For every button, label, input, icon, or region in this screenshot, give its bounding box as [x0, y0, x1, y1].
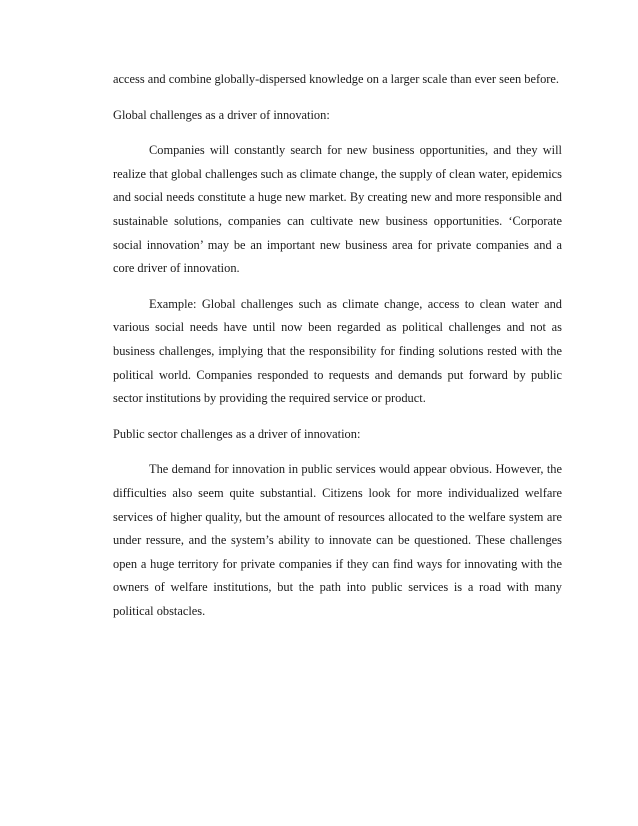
- section-heading-public-sector: Public sector challenges as a driver of innovation:: [113, 426, 361, 441]
- paragraph-public-sector: The demand for innovation in public services would appear obvious. However, the difficulties also seem quite substantial. Citizens look for more individualized welfare services of higher quality, but the amount of resources allocated to the welfare system are under ressure, and the system’s ability to innovate can be questioned. These challenges open a huge territory for private companies if they can find ways for innovating with the owners of welfare institutions, but the path into public services is a road with many political obstacles.: [113, 462, 562, 618]
- paragraph-global-challenges: Companies will constantly search for new business opportunities, and they will realize that global challenges such as climate change, the supply of clean water, epidemics and social needs constitute a huge new market. By creating new and more responsible and sustainable solutions, companies can cultivate new business opportunities. ‘Corporate social innovation’ may be an important new business area for private companies and a core driver of innovation.: [113, 143, 562, 276]
- section-heading-global-challenges: Global challenges as a driver of innovation:: [113, 107, 330, 122]
- document-page: [113, 68, 562, 623]
- paragraph-example: Example: Global challenges such as climate change, access to clean water and various social needs have until now been regarded as political challenges and not as business challenges, implying that the responsibility for finding solutions rested with the political world. Companies responded to requests and demands put forward by public sector institutions by providing the required service or product.: [113, 296, 562, 406]
- continued-paragraph: access and combine globally-dispersed knowledge on a larger scale than ever seen before.: [113, 72, 559, 86]
